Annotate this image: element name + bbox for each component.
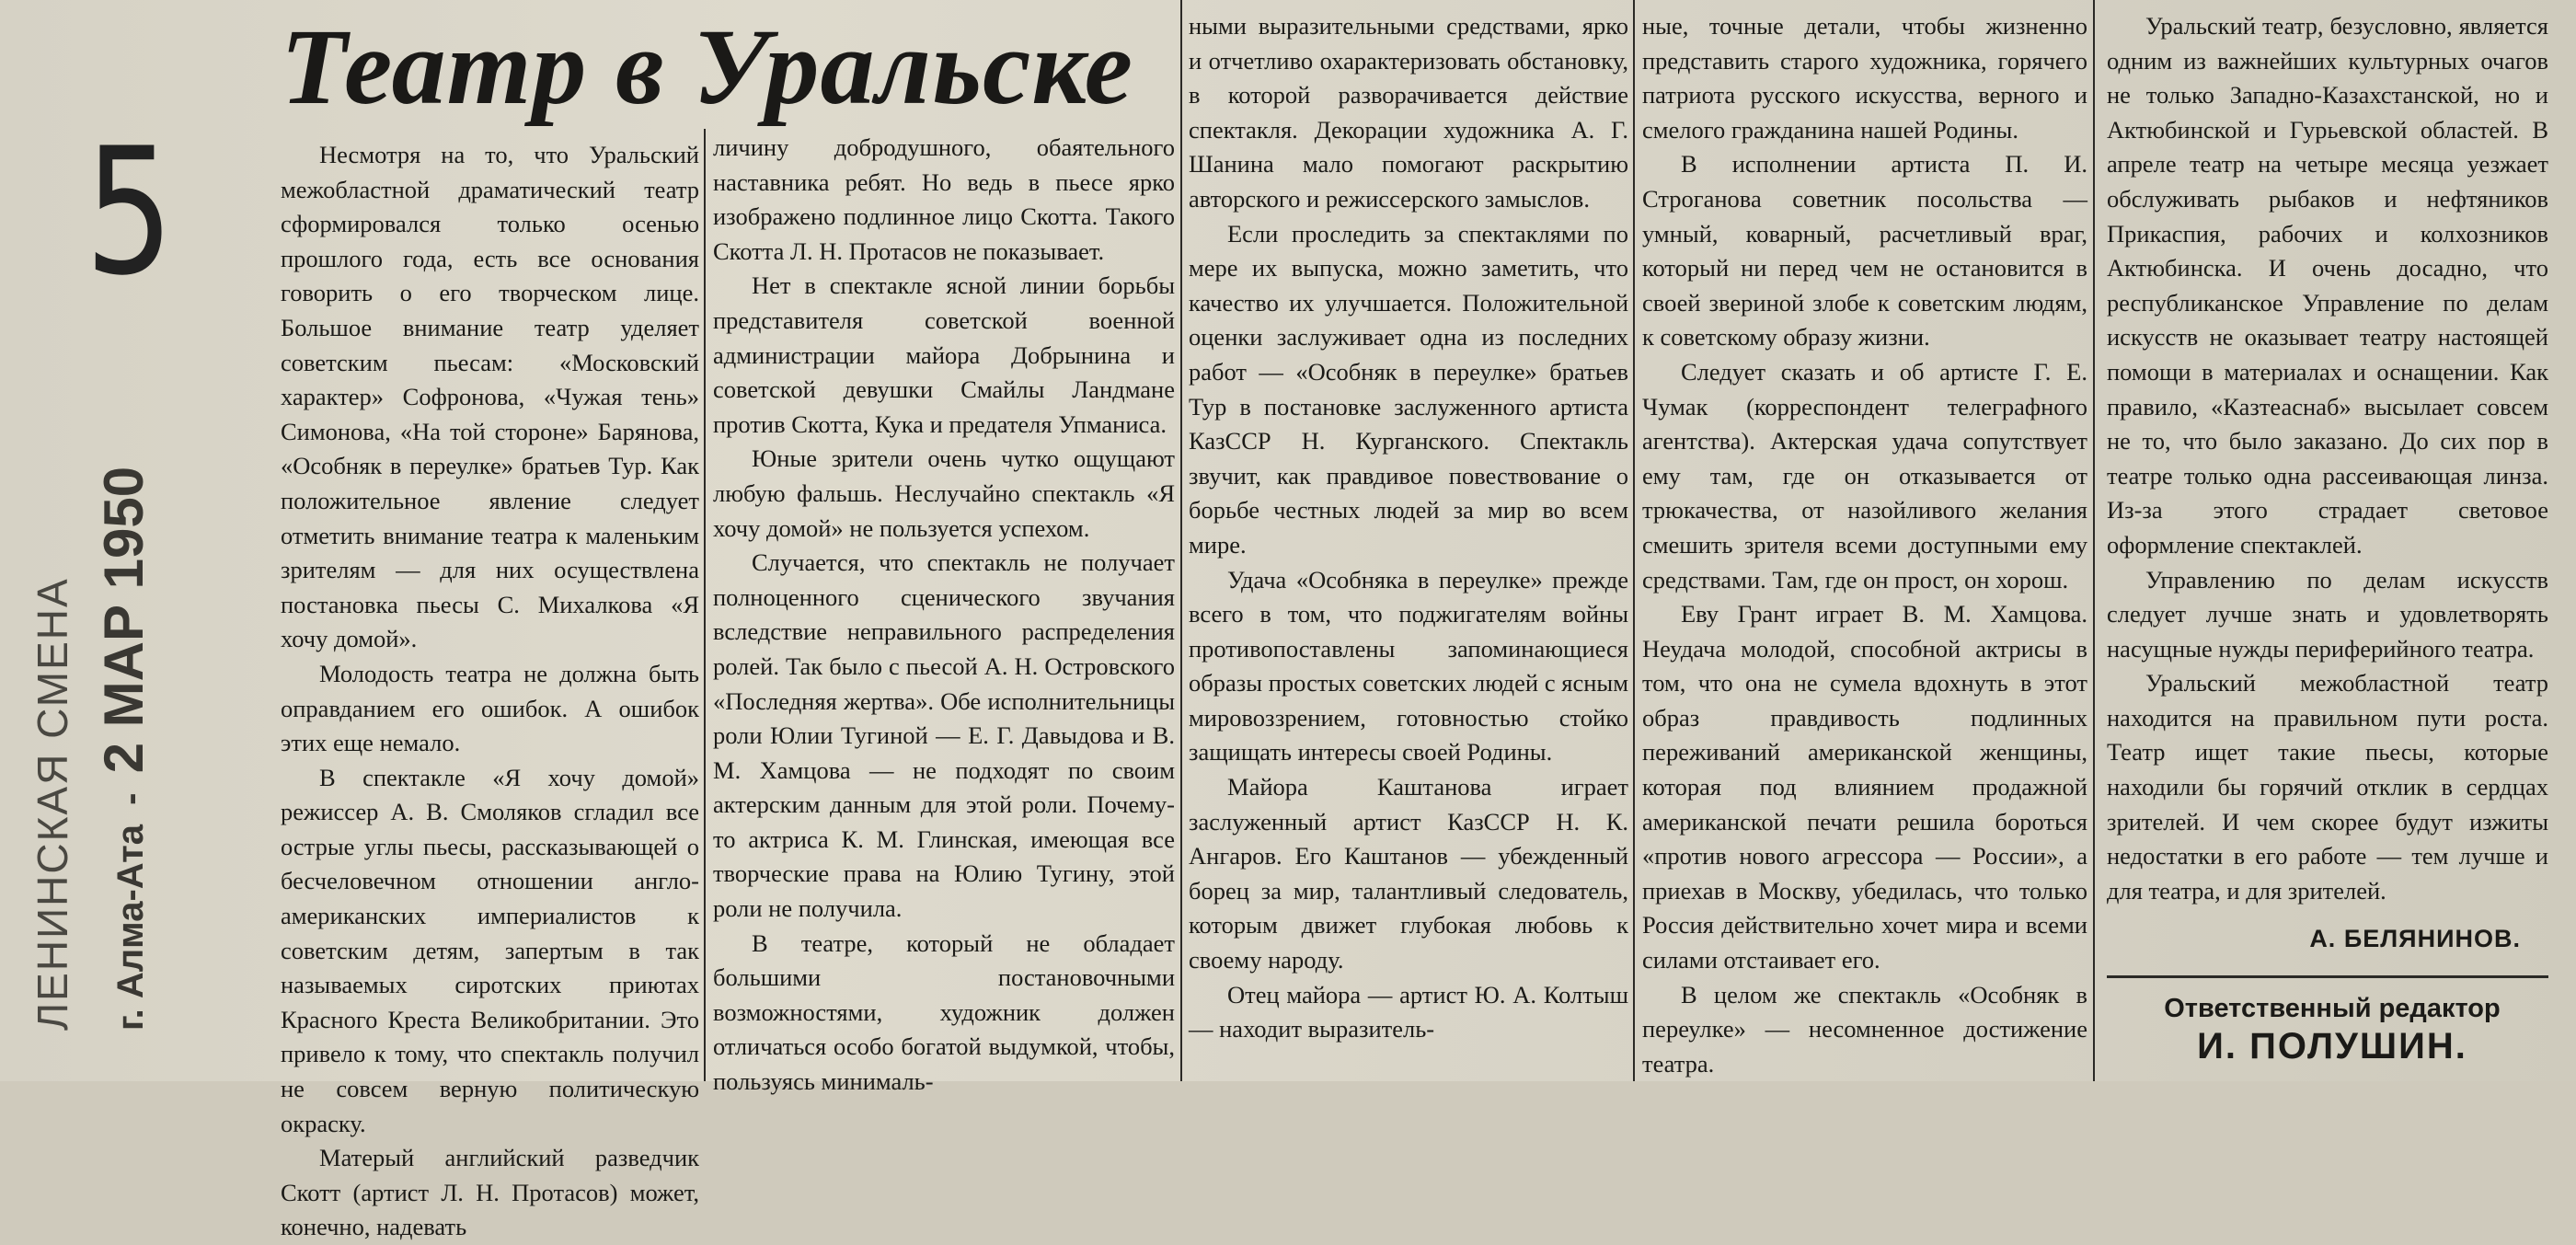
paragraph: Майора Каштанова играет заслуженный артист КазССР Н. К. Ангаров. Его Каштанов — убежденный борец за мир, талантливый следователь, которым движет глубокая любовь к своему народу.: [1189, 773, 1628, 974]
paragraph: Молодость театра не должна быть оправданием его ошибок. А ошибок этих еще немало.: [281, 659, 699, 757]
paragraph: Юные зрители очень чутко ощущают любую фальшь. Неслучайно спектакль «Я хочу домой» не пользуется успехом.: [713, 444, 1175, 542]
paragraph: В исполнении артиста П. И. Строганова советник посольства — умный, коварный, расчетливый враг, который ни перед чем не остановится в своей звериной злобе к советским людям, к советскому образу жизни.: [1642, 150, 2087, 352]
paragraph: Отец майора — артист Ю. А. Колтыш — находит выразитель-: [1189, 980, 1628, 1043]
paragraph: Если проследить за спектаклями по мере их выпуска, можно заметить, что качество их улучшается. Положительной оценки заслуживает одна из последних работ — «Особняк в переулке» братьев Тур в постановке заслуженного артиста КазССР Н. Курганского. Спектакль звучит, как правдивое повествование о борьбе честных людей за мир во всем мире.: [1189, 219, 1628, 559]
article-column-4: [1642, 9, 2087, 1081]
paragraph: Следует сказать и об артисте Г. Е. Чумак (корреспондент телеграфного агентства). Актерская удача сопутствует ему там, где он отказывается от трюкачества, от назойливого желания смешить зрителя всеми доступными ему средствами. Там, где он прост, он хорош.: [1642, 357, 2087, 594]
stamp-dash: -: [110, 792, 151, 805]
paragraph: В целом же спектакль «Особняк в переулке» — несомненное достижение театра.: [1642, 980, 2087, 1078]
handwritten-page-number: 5: [85, 110, 174, 314]
author-signature: А. БЕЛЯНИНОВ.: [2309, 925, 2521, 952]
paragraph: ные, точные детали, чтобы жизненно представить старого художника, горячего патриота русского искусства, верного и смелого гражданина нашей Родины.: [1642, 12, 2087, 144]
paragraph: личину добродушного, обаятельного наставника ребят. Но ведь в пьесе ярко изображено подлинное лицо Скотта. Такого Скотта Л. Н. Протасов не показывает.: [713, 133, 1175, 265]
article-column-2: [713, 131, 1175, 1096]
article-column-3: [1189, 9, 1628, 1081]
paragraph: Уральский межобластной театр находится на правильном пути роста. Театр ищет такие пьесы, которые находили бы горячий отклик в сердцах зрителей. И чем скорее будут изжиты недостатки в его работе — тем лучше и для театра, и для зрителей.: [2107, 669, 2548, 905]
archive-stamp-city-date: [92, 467, 155, 1031]
stamp-city: г. Алма-Ата: [110, 824, 151, 1031]
paragraph: Управлению по делам искусств следует лучше знать и удовлетворять насущные нужды периферийного театра.: [2107, 565, 2548, 663]
paragraph: Нет в спектакле ясной линии борьбы представителя советской военной администрации майора Добрынина и советской девушки Смайлы Ландмане против Скотта, Кука и предателя Упманиса.: [713, 271, 1175, 438]
paragraph: Матерый английский разведчик Скотт (артист Л. Н. Протасов) может, конечно, надевать: [281, 1144, 699, 1241]
paragraph: Удача «Особняка в переулке» прежде всего в том, что поджигателям войны противопоставлены запоминающиеся образы простых советских людей с ясным мировоззрением, готовностью стойко защищать интересы своей Родины.: [1189, 565, 1628, 767]
paragraph: Несмотря на то, что Уральский межобластной драматический театр сформировался только осенью прошлого года, есть все основания говорить о его творческом лице. Большое внимание театр уделяет советским пьесам: «Московский характер» Софронова, «Чужая тень» Симонова, «На той стороне» Барянова, «Особняк в переулке» братьев Тур. Как положительное явление следует отметить внимание театра к маленьким зрителям — для них осуществлена постановка пьесы С. Михалкова «Я хочу домой».: [281, 141, 699, 653]
column-divider: [2093, 0, 2095, 1081]
article-column-5: [2107, 9, 2548, 920]
stamp-newspaper-name: ЛЕНИНСКАЯ СМЕНА: [29, 577, 76, 1031]
editor-name: И. ПОЛУШИН.: [2197, 1026, 2467, 1066]
paragraph: В театре, который не обладает большими постановочными возможностями, художник должен отличаться особо богатой выдумкой, чтобы, пользуясь минималь-: [713, 928, 1175, 1096]
column-divider: [1180, 0, 1182, 1081]
archive-stamp: [28, 577, 77, 1031]
paragraph: В спектакле «Я хочу домой» режиссер А. В. Смоляков сгладил все острые углы пьесы, рассказывающей о бесчеловечном отношении англо-американских империалистов к советским детям, запертым в так называемых сиротских приютах Красного Креста Великобритании. Это привело к тому, что спектакль получил не совсем верную политическую окраску.: [281, 763, 699, 1137]
paragraph: ными выразительными средствами, ярко и отчетливо охарактеризовать обстановку, в которой разворачивается действие спектакля. Декорации художника А. Г. Шанина мало помогают раскрытию авторского и режиссерского замыслов.: [1189, 12, 1628, 213]
stamp-date: 2 МАР 1950: [93, 466, 155, 774]
column-divider: [1633, 0, 1635, 1081]
editor-box-rule: [2107, 975, 2548, 978]
article-column-1: [281, 138, 699, 1241]
column-divider: [704, 129, 706, 1081]
editor-title: Ответственный редактор: [2164, 994, 2501, 1023]
paragraph: Случается, что спектакль не получает полноценного сценического звучания вследствие неправильного распределения ролей. Так было с пьесой А. Н. Островского «Последняя жертва». Обе исполнительницы роли Юлии Тугиной — Е. Г. Давыдова и В. М. Хамцова — не подходят по своим актерским данным для этой роли. Почему-то актриса К. М. Глинская, имеющая все творческие права на Юлию Тугину, этой роли не получила.: [713, 548, 1175, 923]
article-headline: Театр в Уральске: [281, 6, 1134, 127]
paragraph: Уральский театр, безусловно, является одним из важнейших культурных очагов не только Западно-Казахстанской, но и Актюбинской и Гурьевской областей. В апреле театр на четыре месяца уезжает обслуживать рыбаков и нефтяников Прикаспия, рабочих и колхозников Актюбинска. И очень досадно, что республиканское Управление по делам искусств не оказывает театру настоящей помощи в материалах и оснащении. Как правило, «Казтеаснаб» высылает совсем не то, что было заказано. До сих пор в театре только одна рассеивающая линза. Из-за этого страдает световое оформление спектаклей.: [2107, 12, 2548, 559]
paragraph: Еву Грант играет В. М. Хамцова. Неудача молодой, способной актрисы в том, что она не сумела вдохнуть в этот образ правдивость подлинных переживаний американской женщины, которая под влиянием продажной американской печати решила бороться «против нового агрессора — России», а приехав в Москву, убедилась, что только Россия действительно хочет мира и всеми силами отстаивает его.: [1642, 600, 2087, 974]
